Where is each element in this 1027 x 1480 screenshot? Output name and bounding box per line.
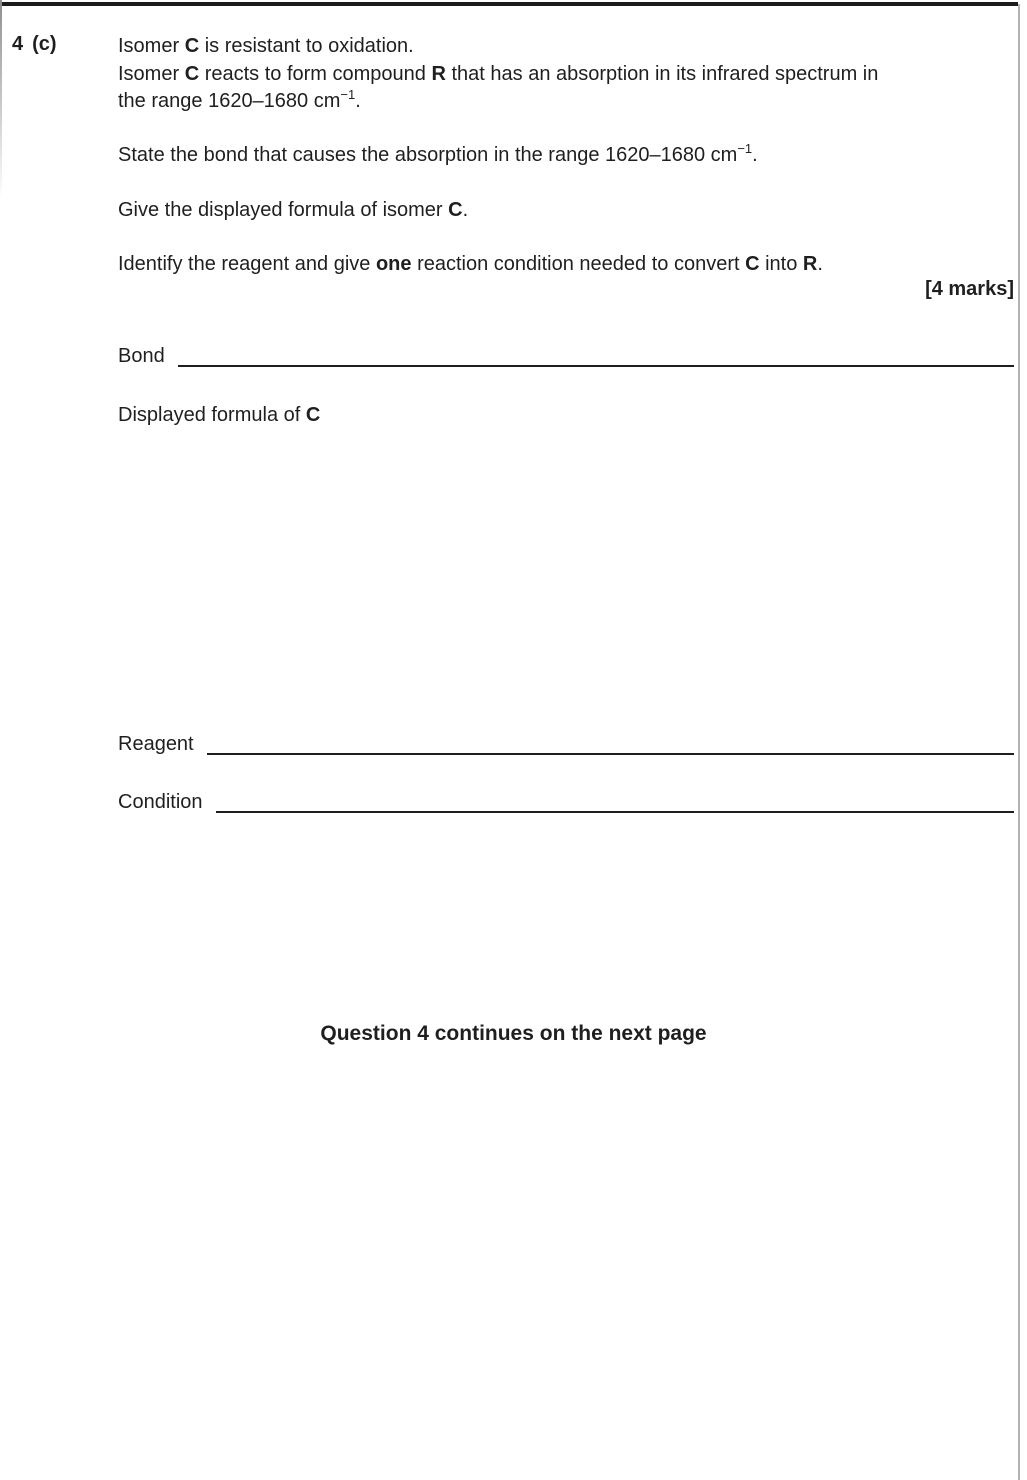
prompt-identify-reagent: Identify the reagent and give one reaction condition needed to convert C into R. [118,253,823,275]
prompt-displayed-formula: Give the displayed formula of isomer C. [118,199,469,221]
question-part-label: (c) [32,33,57,55]
condition-answer-line [216,790,1014,813]
question-intro-paragraph [118,33,878,117]
question-number [12,33,57,56]
condition-answer-row [118,790,1014,813]
condition-label: Condition [118,791,203,813]
left-scan-edge [0,0,2,200]
intro-line-3: the range 1620–1680 $cm^{-1}$. [118,87,361,112]
bond-answer-line [178,344,1014,367]
reagent-answer-row [118,732,1014,755]
reagent-answer-line [207,732,1014,755]
displayed-formula-label: Displayed formula of C [118,404,321,426]
marks-badge: [4 marks] [925,278,1014,300]
reagent-label: Reagent [118,733,194,755]
right-scan-edge [1018,4,1020,1480]
bond-label: Bond [118,345,165,367]
prompt-state-bond: State the bond that causes the absorption in the range 1620–1680 $cm^{-1}$. [118,141,758,166]
question-continues-note: Question 4 continues on the next page [320,1022,707,1045]
intro-line-1: Isomer C is resistant to oxidation. [118,35,414,57]
page-top-rule [0,2,1018,6]
intro-line-2: Isomer C reacts to form compound R that has an absorption in its infrared spectrum in [118,62,879,85]
bond-answer-row [118,344,1014,367]
question-number-main: 4 [12,33,24,55]
